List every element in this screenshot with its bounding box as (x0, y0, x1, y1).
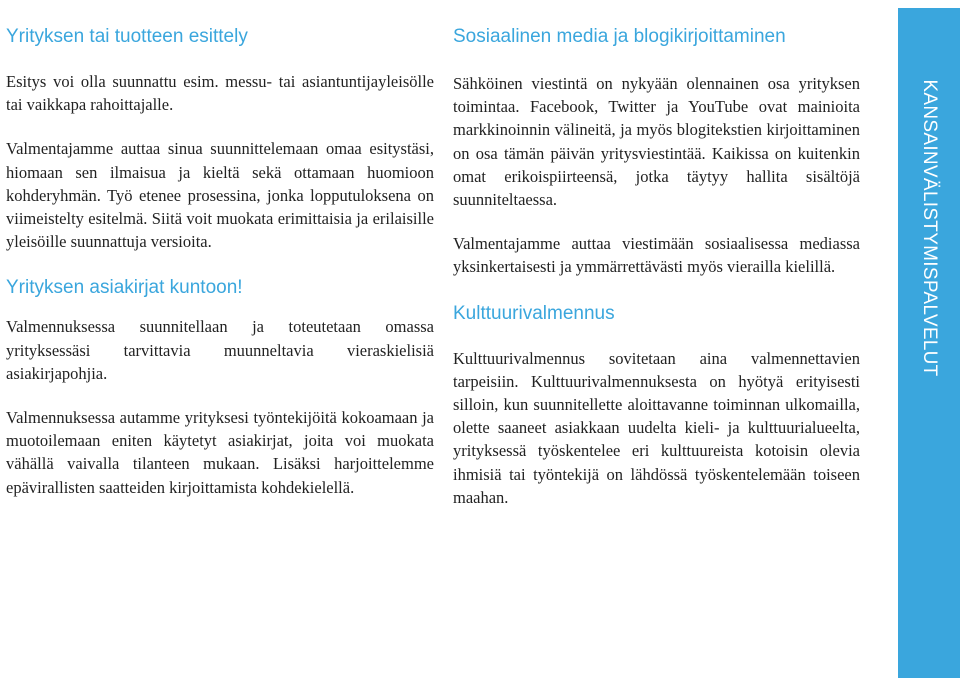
paragraph-documents-templates: Valmennuksessa suunnitellaan ja toteutetaan omassa yrityksessäsi tarvittavia muunneltavia vieraskielisiä asiakirjapohjia. (6, 317, 434, 383)
heading-culture-coaching: Kulttuurivalmennus (453, 302, 615, 324)
paragraph-presentation-audience: Esitys voi olla suunnattu esim. messu- tai asiantuntijayleisölle tai vaikkapa rahoittajalle. (6, 72, 434, 115)
middle-column (453, 24, 860, 509)
sidebar-band (898, 8, 960, 678)
heading-company-documents: Yrityksen asiakirjat kuntoon! (6, 277, 243, 299)
sidebar-label: KANSAINVÄLISTYMISPALVELUT (919, 79, 940, 377)
heading-company-presentation: Yrityksen tai tuotteen esittely (6, 26, 248, 47)
paragraph-social-media-intro: Sähköinen viestintä on nykyään olennainen osa yrityksen toimintaa. Facebook, Twitter ja YouTube ovat mainioita markkinoinnin välineitä, ja myös blogitekstien kirjoittaminen on osa tämän päivän yritysviestintää. Kaikissa on kuitenkin omat erikoispiirteensä, jotka täytyy hallita sisältöjä suunniteltaessa. (453, 74, 860, 210)
paragraph-social-media-coaching: Valmentajamme auttaa viestimään sosiaalisessa mediassa yksinkertaisesti ja ymmärrettävästi myös vierailla kielillä. (453, 234, 860, 277)
heading-social-media: Sosiaalinen media ja blogikirjoittaminen (453, 26, 786, 47)
paragraph-documents-coaching: Valmennuksessa autamme yrityksesi työntekijöitä kokoamaan ja muotoilemaan eniten käytetyt asiakirjat, joita voi muokata vähällä vaivalla tilanteen mukaan. Lisäksi harjoittelemme epävirallisten saatteiden kirjoittamista kohdekielellä. (6, 408, 434, 497)
paragraph-presentation-coaching: Valmentajamme auttaa sinua suunnittelemaan omaa esitystäsi, hiomaan sen ilmaisua ja kieltä sekä ottamaan huomioon kohderyhmän. Työ etenee prosessina, jonka lopputuloksena on viimeistelty esitelmä. Siitä voit muokata erimittaisia ja erilaisille yleisöille suunnattuja versioita. (6, 139, 434, 252)
left-column (6, 24, 434, 499)
paragraph-culture-coaching: Kulttuurivalmennus sovitetaan aina valmennettavien tarpeisiin. Kulttuurivalmennuksesta on hyötyä erityisesti silloin, kun suunnitellette aloittavanne toiminnan ulkomailla, olette saaneet asiakkaan uudelta kieli- ja kulttuurialueelta, yrityksessä työskentelee eri kulttuureista kotoisin olevia ihmisiä tai työntekijä on lähdössä työskentelemään toiseen maahan. (453, 348, 860, 507)
